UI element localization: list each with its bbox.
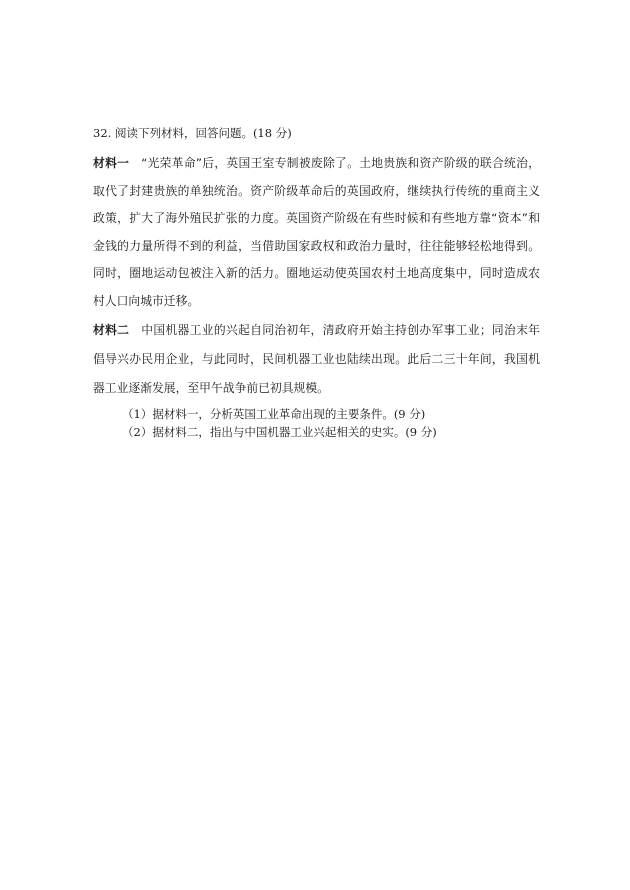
material-one xyxy=(93,150,540,315)
question-title: 32. 阅读下列材料，回答问题。(18 分) xyxy=(93,126,292,140)
material-two xyxy=(93,316,540,403)
sub-question-one: （1）据材料一，分析英国工业革命出现的主要条件。(9 分) xyxy=(122,407,426,421)
material-two-label: 材料二 xyxy=(93,323,130,337)
material-two-text: 中国机器工业的兴起自同治初年，清政府开始主持创办军事工业；同治末年倡导兴办民用企业，与此同时，民间机器工业也陆续出现。此后二三十年间，我国机器工业逐渐发展，至甲午战争前已初具规模。 xyxy=(93,323,540,395)
material-one-label: 材料一 xyxy=(93,156,130,170)
sub-question-two: （2）据材料二，指出与中国机器工业兴起相关的史实。(9 分) xyxy=(122,425,437,439)
material-one-text: “光荣革命”后，英国王室专制被废除了。土地贵族和资产阶级的联合统治，取代了封建贵族的单独统治。资产阶级革命后的英国政府，继续执行传统的重商主义政策，扩大了海外殖民扩张的力度。英国资产阶级在有些时候和有些地方靠“资本”和金钱的力量所得不到的利益，当借助国家政权和政治力量时，往往能够轻松地得到。同时，圈地运动包被注入新的活力。圈地运动使英国农村土地高度集中，同时造成农村人口向城市迁移。 xyxy=(93,156,540,308)
